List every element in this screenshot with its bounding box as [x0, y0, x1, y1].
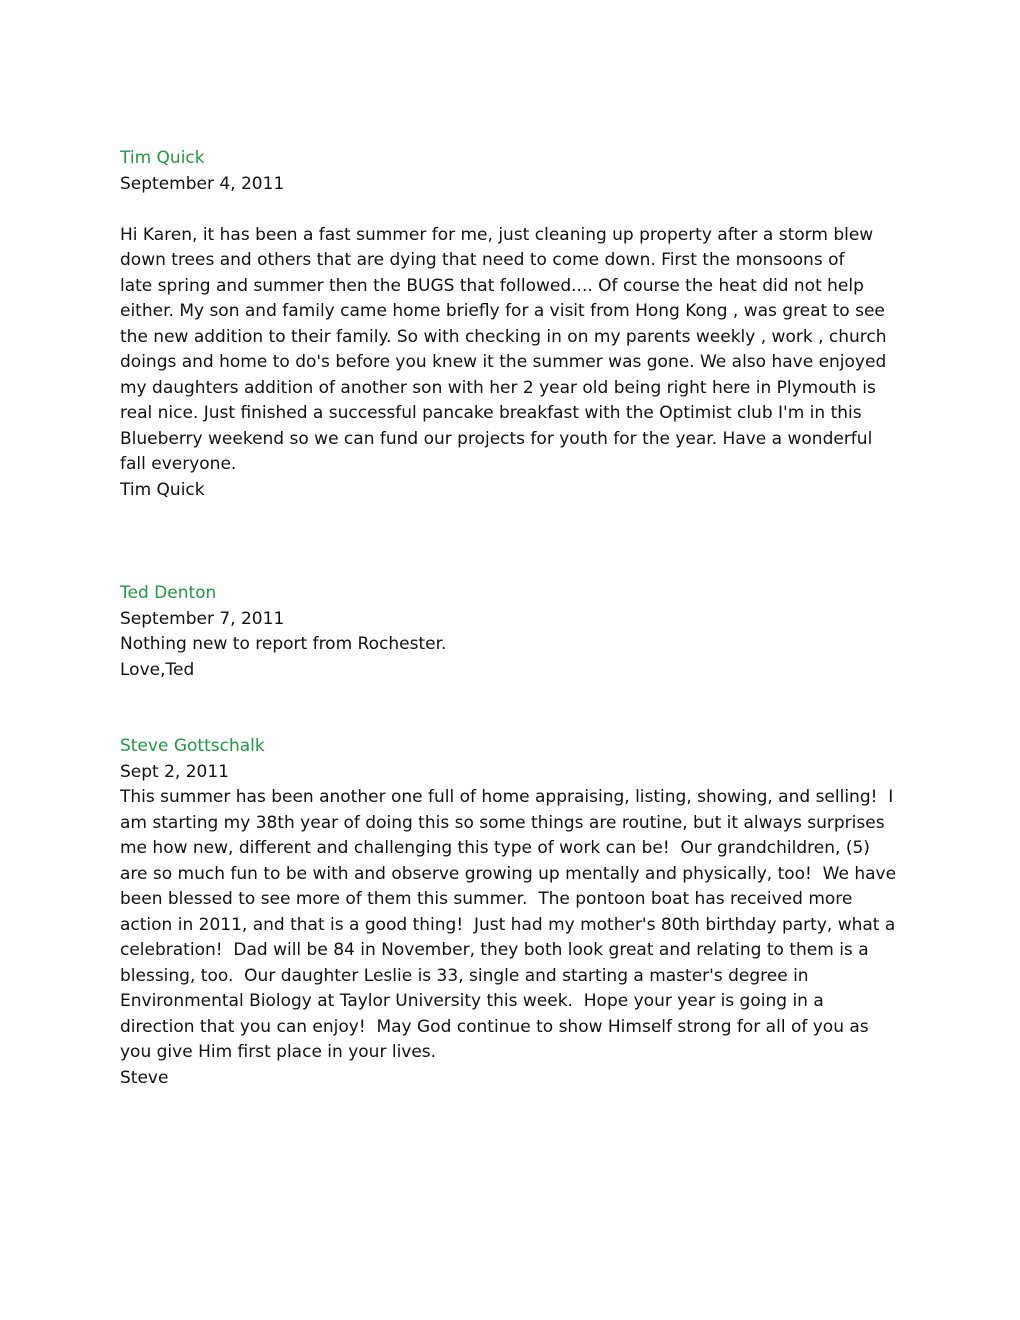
body-line: doings and home to do's before you knew it the summer was gone. We also have enjoyed: [120, 352, 887, 372]
body-line: down trees and others that are dying that need to come down. First the monsoons of: [120, 250, 845, 270]
entry-author: Tim Quick: [120, 148, 205, 168]
body-line: real nice. Just finished a successful pancake breakfast with the Optimist club I'm in this: [120, 403, 862, 423]
body-line: are so much fun to be with and observe growing up mentally and physically, too! We have: [120, 863, 897, 884]
body-line: Nothing new to report from Rochester.: [120, 634, 447, 654]
paragraph-gap: [120, 197, 900, 223]
body-line: blessing, too. Our daughter Leslie is 33, single and starting a master's degree in: [120, 965, 809, 986]
entry-tim-quick: [120, 146, 900, 503]
body-line: you give Him first place in your lives.: [120, 1042, 437, 1062]
entry-body: [120, 785, 900, 1066]
entry-date: September 4, 2011: [120, 173, 285, 194]
entry-date: September 7, 2011: [120, 608, 285, 629]
body-line: direction that you can enjoy! May God continue to show Himself strong for all of you as: [120, 1016, 869, 1037]
body-line: am starting my 38th year of doing this so some things are routine, but it always surprises: [120, 812, 885, 833]
body-line: Environmental Biology at Taylor University this week. Hope your year is going in a: [120, 991, 824, 1011]
body-line: me how new, different and challenging this type of work can be! Our grandchildren, (5): [120, 838, 870, 858]
entry-signature: Tim Quick: [120, 479, 205, 500]
entry-body: [120, 632, 900, 658]
body-line: fall everyone.: [120, 454, 237, 474]
entry-ted-denton: [120, 581, 900, 683]
body-line: action in 2011, and that is a good thing! Just had my mother's 80th birthday party, what a: [120, 914, 896, 935]
entry-author: Ted Denton: [120, 583, 217, 603]
body-line: my daughters addition of another son with her 2 year old being right here in Plymouth is: [120, 377, 876, 398]
body-line: Blueberry weekend so we can fund our projects for youth for the year. Have a wonderful: [120, 428, 873, 449]
entry-signature: Love,Ted: [120, 659, 195, 680]
entry-author: Steve Gottschalk: [120, 736, 265, 756]
entry-body: [120, 223, 900, 478]
body-line: late spring and summer then the BUGS that followed.... Of course the heat did not help: [120, 275, 864, 296]
body-line: This summer has been another one full of home appraising, listing, showing, and selling! I: [120, 787, 894, 807]
body-line: the new addition to their family. So with checking in on my parents weekly , work , church: [120, 326, 887, 347]
body-line: either. My son and family came home briefly for a visit from Hong Kong , was great to see: [120, 301, 885, 321]
entry-date: Sept 2, 2011: [120, 761, 229, 782]
body-line: celebration! Dad will be 84 in November, they both look great and relating to them is a: [120, 940, 869, 960]
body-line: Hi Karen, it has been a fast summer for me, just cleaning up property after a storm blew: [120, 224, 874, 245]
entry-signature: Steve: [120, 1067, 169, 1088]
body-line: been blessed to see more of them this summer. The pontoon boat has received more: [120, 889, 853, 909]
entry-steve-gottschalk: [120, 734, 900, 1091]
